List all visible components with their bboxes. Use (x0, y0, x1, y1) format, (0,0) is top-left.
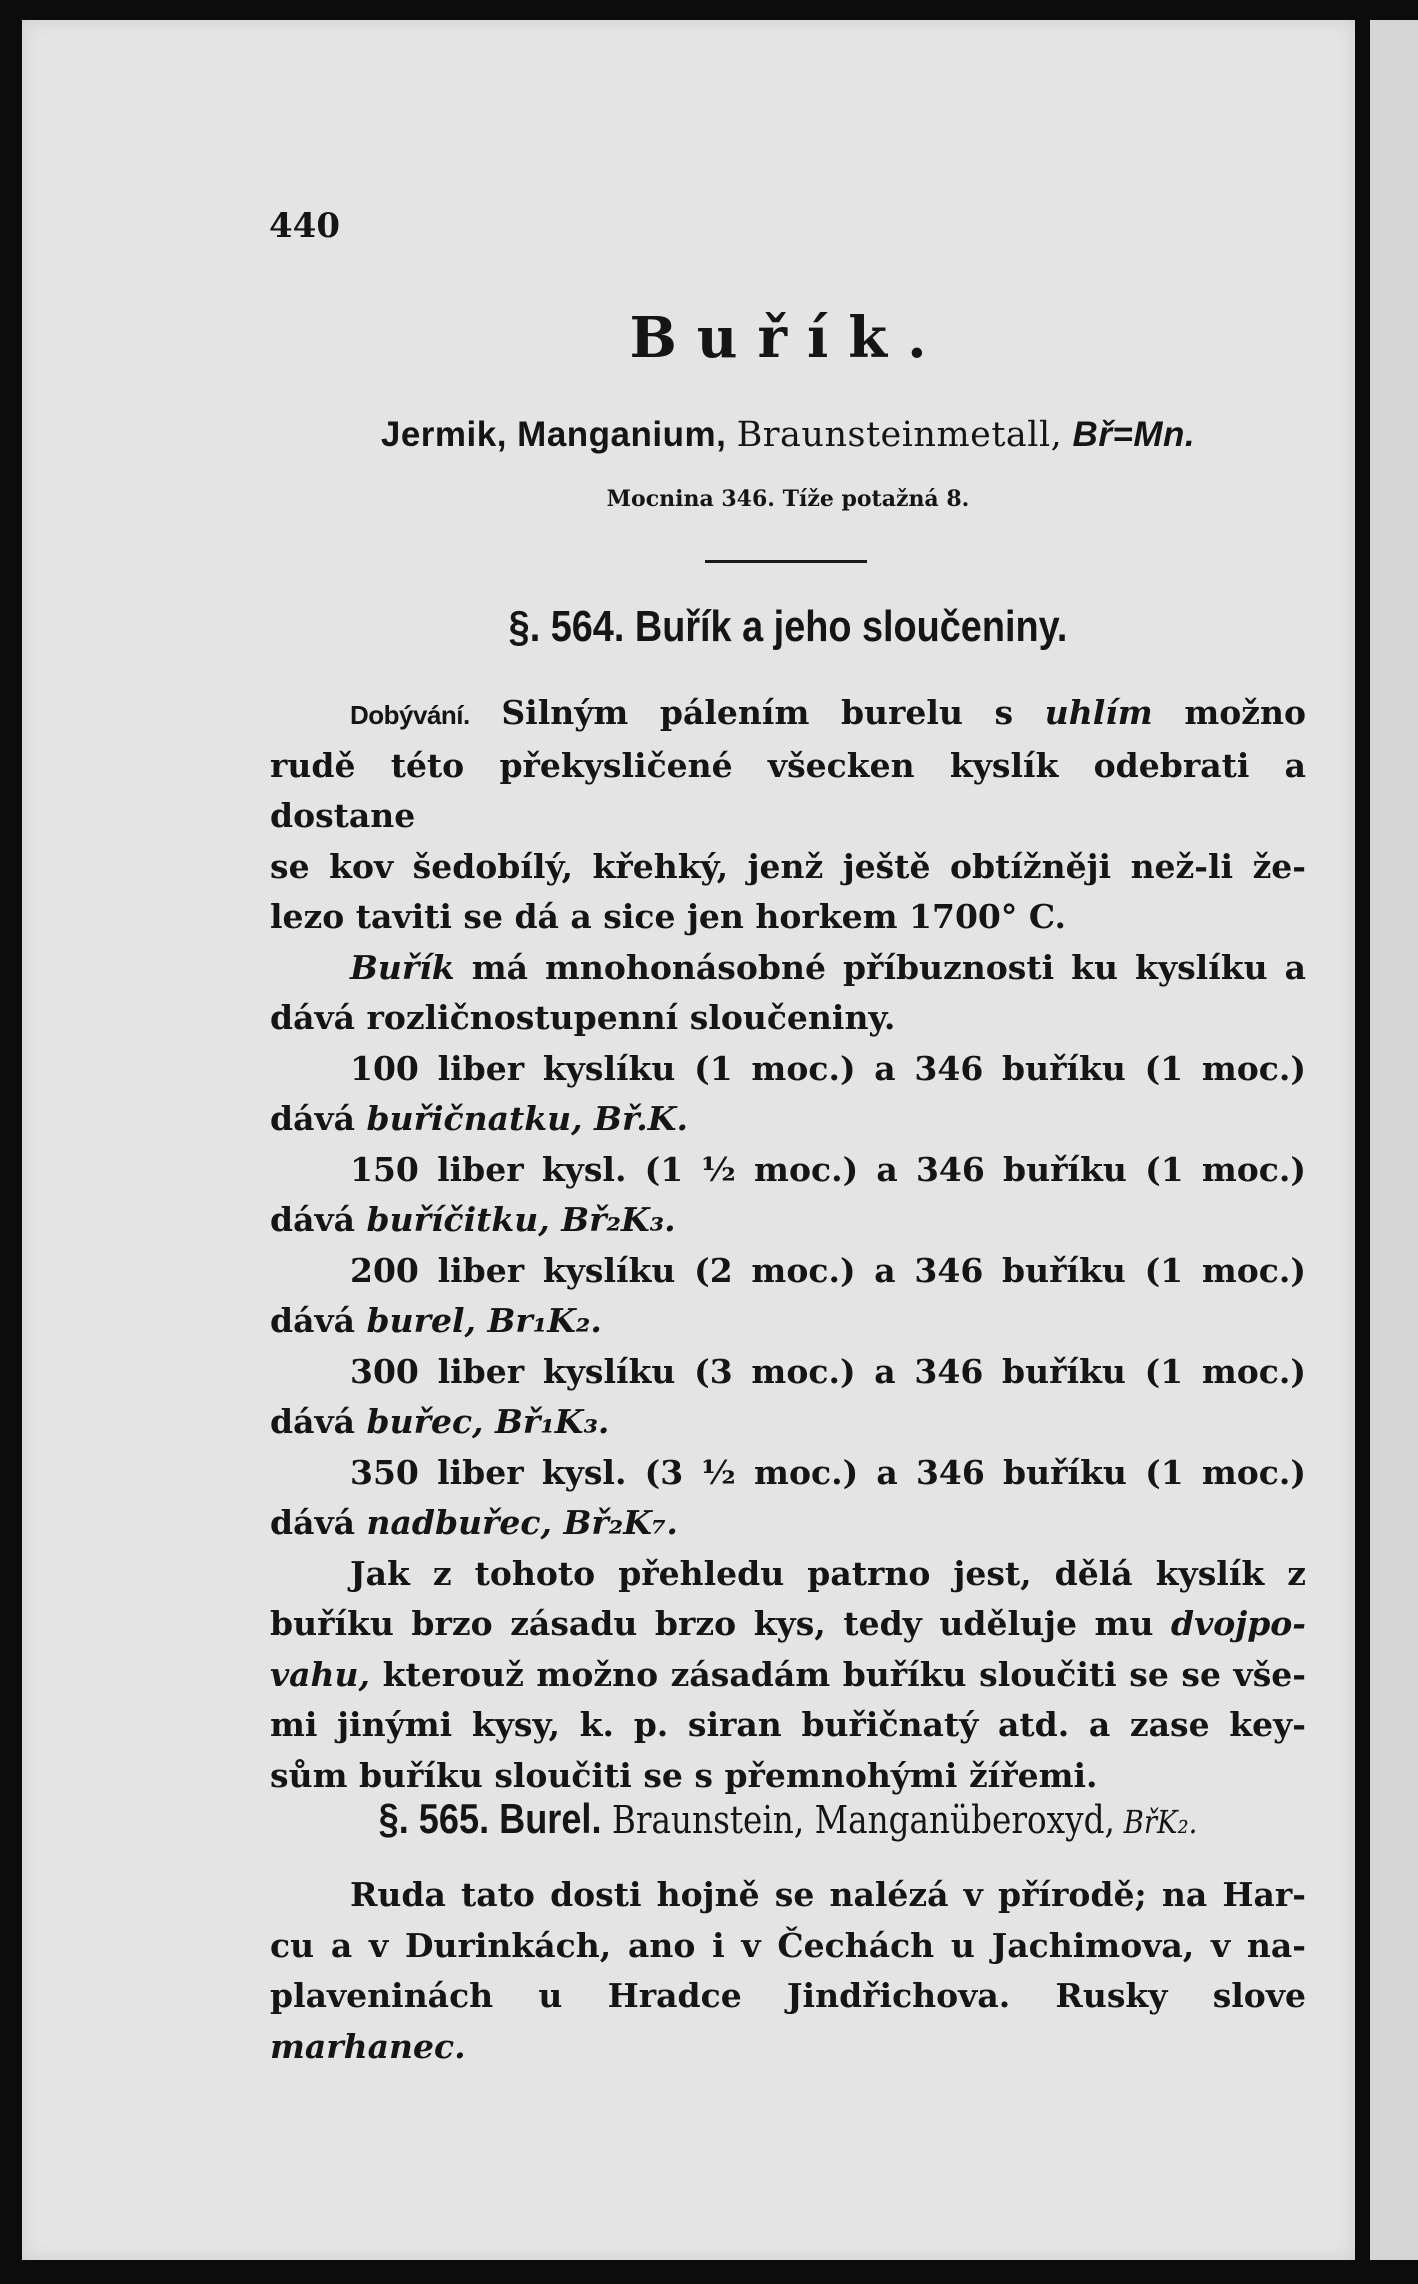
section-565-heading (343, 1795, 1234, 1843)
text-line (270, 741, 1306, 842)
text-line (270, 1044, 1306, 1095)
line-text: 300 liber kyslíku (3 moc.) a 346 buříku (1 moc.) (350, 1351, 1306, 1391)
italic-term: buříčitku, Bř₂K₃. (366, 1200, 676, 1239)
text-line (270, 1296, 1306, 1347)
line-text: Ruda tato dosti hojně se nalézá v přírodě; na Har- (350, 1875, 1306, 1914)
subtitle-symbol: Bř=Mn. (1062, 415, 1196, 454)
italic-term: buřičnatku, Bř.K. (366, 1099, 688, 1138)
divider-rule (705, 560, 867, 563)
text-line (270, 1751, 1306, 1802)
section-564-body (270, 688, 1306, 1801)
text-line (270, 1094, 1306, 1145)
next-page-edge (1364, 20, 1418, 2260)
paper-sheet (22, 20, 1355, 2260)
subtitle-names: Jermik, Manganium, (380, 415, 737, 454)
line-text: rudě této překysličené všecken kyslík odebrati a dostane (270, 745, 1306, 835)
line-text: 150 liber kysl. (1 ½ moc.) a 346 buříku (1 moc.) (350, 1149, 1306, 1189)
italic-term: vahu, (270, 1654, 371, 1694)
italic-term: nadbuřec, Bř₂K₇. (366, 1503, 678, 1542)
section-565-german: Braunstein, Manganüberoxyd, (601, 1798, 1115, 1842)
italic-term: Buřík (350, 947, 455, 987)
text-line (270, 1347, 1306, 1398)
line-text: mi jinými kysy, k. p. siran buřičnatý atd. a zase key- (270, 1705, 1306, 1744)
italic-term: dvojpo- (1171, 1604, 1306, 1643)
line-text: dává (270, 1402, 367, 1441)
line-text: lezo taviti se dá a sice jen horkem 1700° C. (270, 897, 1067, 936)
text-line (270, 1498, 1306, 1549)
line-text: dává (270, 1301, 367, 1340)
text-line (270, 688, 1306, 741)
text-line (270, 1246, 1306, 1297)
italic-term: uhlím (1044, 693, 1153, 732)
text-line (270, 1700, 1306, 1751)
italic-term: burel, Br₁K₂. (366, 1301, 602, 1340)
line-text: možno (1152, 693, 1306, 732)
text-line (270, 1599, 1306, 1650)
subtitle-german: Braunsteinmetall, (736, 415, 1063, 455)
line-text: Silným pálením burelu s (469, 693, 1045, 732)
text-line (270, 1870, 1306, 1921)
chapter-subtitle (270, 415, 1306, 455)
line-text: dává (270, 1099, 367, 1138)
line-text: 100 liber kyslíku (1 moc.) a 346 buříku (1 moc.) (350, 1048, 1306, 1088)
text-line (270, 1195, 1306, 1246)
element-properties: Mocnina 346. Tíže potažná 8. (606, 486, 970, 512)
line-text: kterouž možno zásadám buříku sloučiti se se vše- (370, 1654, 1306, 1694)
line-text: buříku brzo zásadu brzo kys, tedy uděluje mu (270, 1604, 1172, 1643)
text-line (270, 1971, 1306, 2072)
page-number: 440 (269, 206, 340, 246)
line-text: Jak z tohoto přehledu patrno jest, dělá kyslík z (350, 1553, 1306, 1593)
section-564-heading: §. 564. Buřík a jeho sloučeniny. (508, 602, 1068, 651)
text-line (270, 993, 1306, 1044)
section-565-prefix: §. 565. Burel. (378, 1795, 602, 1842)
section-565-formula: BřK₂. (1114, 1803, 1198, 1841)
text-line (270, 1145, 1306, 1196)
line-text: dává (270, 1503, 367, 1542)
italic-term: marhanec. (270, 2026, 466, 2066)
line-text: dává (270, 1200, 367, 1239)
line-text: 350 liber kysl. (3 ½ moc.) a 346 buříku (1 moc.) (350, 1452, 1306, 1492)
text-line (270, 1549, 1306, 1600)
section-565-body (270, 1870, 1306, 2072)
text-line (270, 892, 1306, 943)
text-line (270, 1921, 1306, 1972)
line-text: 200 liber kyslíku (2 moc.) a 346 buříku (1 moc.) (350, 1250, 1306, 1290)
line-text: dává rozličnostupenní sloučeniny. (270, 998, 896, 1037)
chapter-title: Buřík. (629, 305, 947, 371)
text-line (270, 1650, 1306, 1701)
line-text: plaveninách u Hradce Jindřichova. Rusky slove (270, 1976, 1306, 2015)
text-line (270, 943, 1306, 994)
line-text: cu a v Durinkách, ano i v Čechách u Jachimova, v na- (270, 1925, 1306, 1965)
line-text: má mnohonásobné příbuznosti ku kyslíku a (454, 947, 1306, 987)
line-text: se kov šedobílý, křehký, jenž ještě obtížněji než-li že- (270, 846, 1306, 886)
text-line (270, 1397, 1306, 1448)
line-text: sům buříku sloučiti se s přemnohými žířemi. (270, 1755, 1098, 1795)
italic-term: buřec, Bř₁K₃. (366, 1402, 610, 1441)
text-line (270, 842, 1306, 893)
text-line (270, 1448, 1306, 1499)
paragraph-lead: Dobývání. (350, 700, 470, 730)
